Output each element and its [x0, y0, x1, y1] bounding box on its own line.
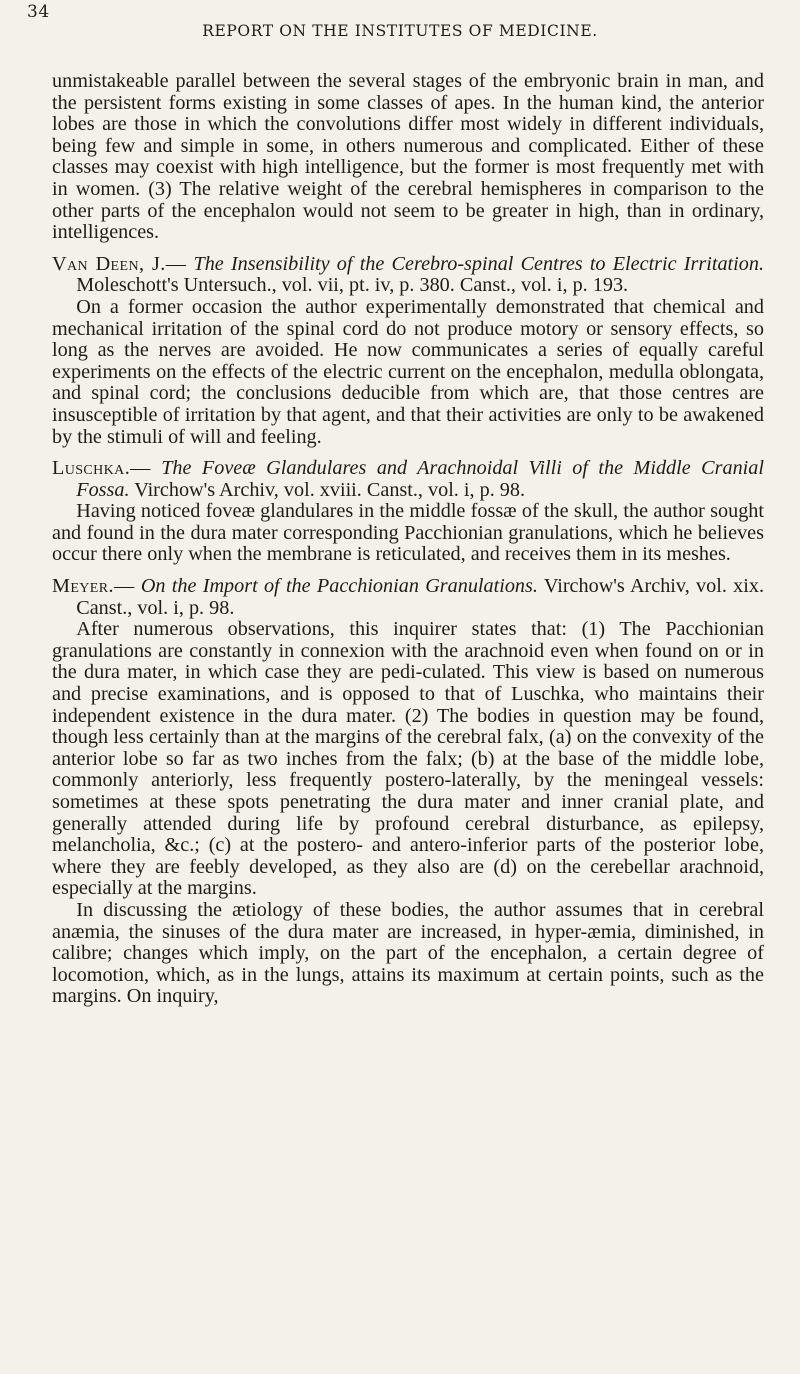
entry-title: The Insensibility of the Cerebro-spinal Centres to Electric Irritation. — [193, 252, 764, 275]
entry-citation: Moleschott's Untersuch., vol. vii, pt. iv, p. 380. Canst., vol. i, p. 193. — [76, 274, 629, 297]
entry-luschka — [52, 458, 764, 566]
entry-van-deen — [52, 254, 764, 448]
entry-citation: Virchow's Archiv, vol. xviii. Canst., vol. i, p. 98. — [134, 478, 526, 501]
entry-heading — [52, 576, 764, 619]
entry-paragraph: Having noticed foveæ glandulares in the middle fossæ of the skull, the author sought and found in the dura mater corresponding Pacchionian granulations, which he believes occur there only when the membrane is reticulated, and receives them in its meshes. — [52, 500, 764, 566]
entry-author: Van Deen, J.— — [52, 252, 187, 275]
entry-author: Meyer.— — [52, 575, 135, 598]
entry-paragraph: On a former occasion the author experimentally demonstrated that chemical and mechanical irritation of the spinal cord do not produce motory or sensory effects, so long as the nerves are avoided. He now communicates a series of equally careful experiments on the effects of the electric current on the encephalon, medulla oblongata, and spinal cord; the conclusions deducible from which are, that those centres are insusceptible of irritation by that agent, and that their activities are only to be awakened by the stimuli of will and feeling. — [52, 295, 764, 448]
entry-title: The Foveæ Glandulares and Arachnoidal Villi of the Middle Cranial Fossa. — [76, 457, 764, 501]
entry-heading — [52, 254, 764, 297]
running-head: REPORT ON THE INSTITUTES OF MEDICINE. — [202, 22, 598, 40]
entry-citation: Virchow's Archiv, vol. xix. Canst., vol. i, p. 98. — [76, 575, 764, 619]
entry-paragraph: After numerous observations, this inquirer states that: (1) The Pacchionian granulations are constantly in connexion with the arachnoid even when found on or in the dura mater, in which case they are pedi-culated. This view is based on numerous and precise examinations, and is opposed to that of Luschka, who maintains their independent existence in the dura mater. (2) The bodies in question may be found, though less certainly than at the margins of the cerebral falx, (a) on the convexity of the anterior lobe so far as two inches from the falx; (b) at the base of the middle lobe, commonly anteriorly, less frequently postero-laterally, by the meningeal vessels: sometimes at these spots penetrating the dura mater and inner cranial plate, and generally attended during life by profound cerebral disturbance, as epilepsy, melancholia, &c.; (c) at the postero- and antero-inferior parts of the posterior lobe, where they are feebly developed, as they also are (d) on the cerebellar arachnoid, especially at the margins. — [52, 618, 764, 900]
entry-heading — [52, 458, 764, 501]
entry-title: On the Import of the Pacchionian Granulations. — [140, 575, 538, 598]
entry-paragraph: In discussing the ætiology of these bodies, the author assumes that in cerebral anæmia, the sinuses of the dura mater are increased, in hyper-æmia, diminished, in calibre; changes which imply, on the part of the encephalon, a certain degree of locomotion, which, as in the lungs, attains its maximum at certain points, such as the margins. On inquiry, — [52, 898, 764, 1008]
page-number: 34 — [27, 2, 50, 22]
entry-meyer — [52, 576, 764, 1008]
intro-paragraph: unmistakeable parallel between the several stages of the embryonic brain in man, and the persistent forms existing in some classes of apes. In the human kind, the anterior lobes are those in which the convolutions differ most widely in different individuals, being few and simple in some, in others numerous and complicated. Either of these classes may coexist with high intelligence, but the former is most frequently met with in women. (3) The relative weight of the cerebral hemispheres in comparison to the other parts of the encephalon would not seem to be greater in high, than in ordinary, intelligences. — [52, 70, 764, 244]
entry-author: Luschka.— — [52, 457, 151, 480]
page-body — [52, 71, 764, 1008]
